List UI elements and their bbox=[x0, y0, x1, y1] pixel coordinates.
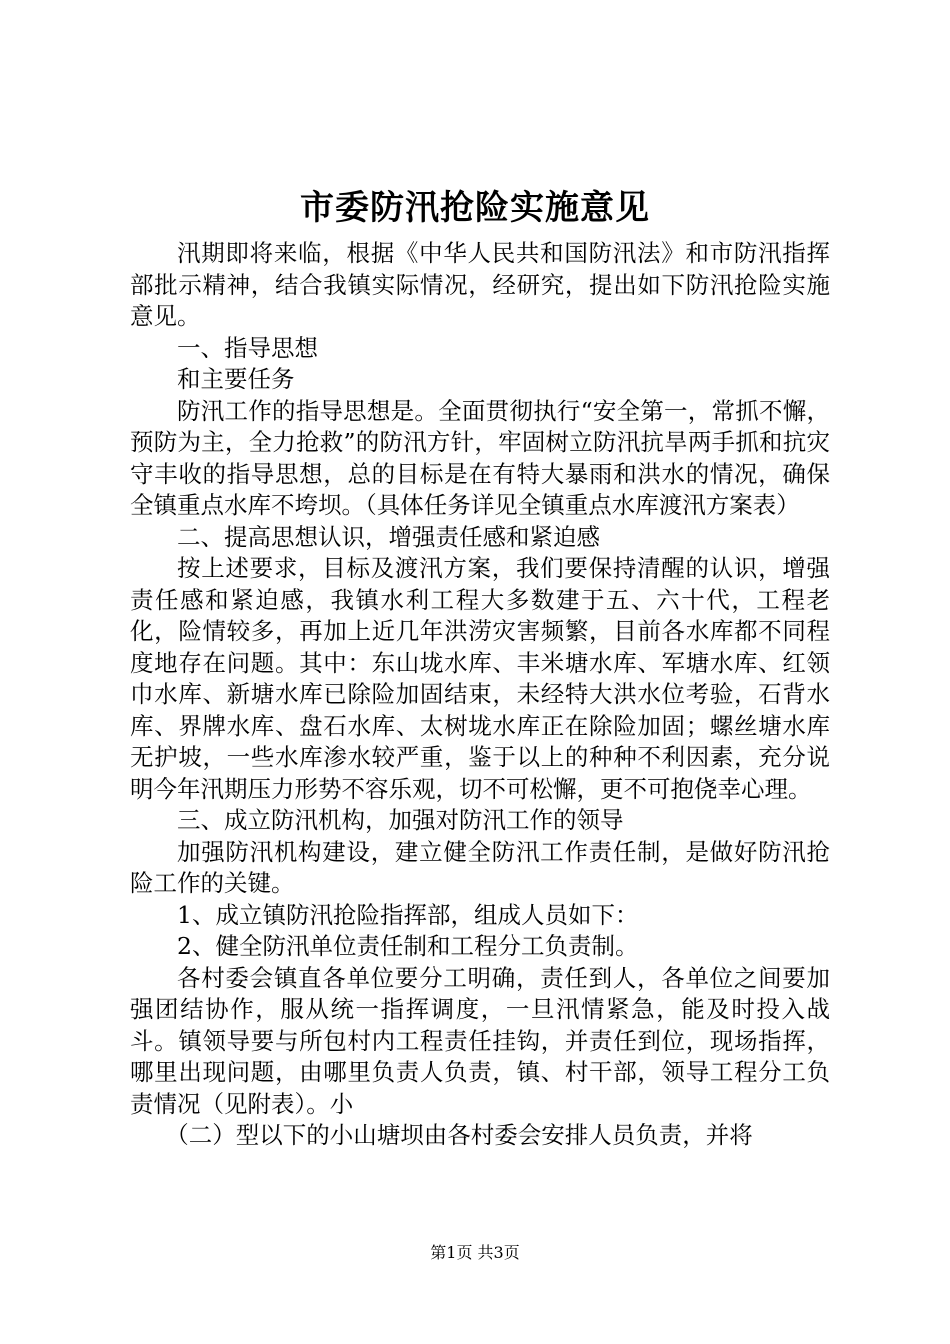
paragraph-organization: 加强防汛机构建设，建立健全防汛工作责任制，是做好防汛抢险工作的关键。 bbox=[130, 837, 830, 897]
list-item-2: 2、健全防汛单位责任制和工程分工负责制。 bbox=[177, 932, 639, 960]
paragraph-guiding-ideology: 防汛工作的指导思想是。全面贯彻执行“安全第一，常抓不懈，预防为主，全力抢救”的防汛方针，牢固树立防汛抗旱两手抓和抗灾守丰收的指导思想，总的目标是在有特大暴雨和洪水的情况，确保全镇重点水库不垮坝。（具体任务详见全镇重点水库渡汛方案表） bbox=[130, 396, 830, 519]
heading-section-3: 三、成立防汛机构，加强对防汛工作的领导 bbox=[177, 806, 624, 834]
heading-section-2: 二、提高思想认识，增强责任感和紧迫感 bbox=[177, 522, 600, 551]
paragraph-small-dams: （二）型以下的小山塘坝由各村委会安排人员负责，并将 bbox=[165, 1121, 753, 1149]
list-item-1: 1、成立镇防汛抢险指挥部，组成人员如下： bbox=[177, 900, 639, 929]
paragraph-responsibility: 各村委会镇直各单位要分工明确，责任到人，各单位之间要加强团结协作，服从统一指挥调度，一旦汛情紧急，能及时投入战斗。镇领导要与所包村内工程责任挂钩，并责任到位，现场指挥，哪里出现问题，由哪里负责人负责，镇、村干部，领导工程分工负责情况（见附表）。小 bbox=[130, 963, 830, 1118]
document-body bbox=[130, 238, 830, 1152]
paragraph-intro: 汛期即将来临，根据《中华人民共和国防汛法》和市防汛指挥部批示精神，结合我镇实际情况，经研究，提出如下防汛抢险实施意见。 bbox=[130, 239, 830, 330]
heading-section-1-continued: 和主要任务 bbox=[177, 365, 295, 393]
document-title: 市委防汛抢险实施意见 bbox=[300, 188, 650, 228]
heading-section-1: 一、指导思想 bbox=[177, 333, 318, 362]
page-number: 第1页 共3页 bbox=[430, 1243, 520, 1262]
paragraph-awareness: 按上述要求，目标及渡汛方案，我们要保持清醒的认识，增强责任感和紧迫感，我镇水利工程大多数建于五、六十代，工程老化，险情较多，再加上近几年洪涝灾害频繁，目前各水库都不同程度地存在问题。其中：东山垅水库、丰米塘水库、军塘水库、红领巾水库、新塘水库已除险加固结束，未经特大洪水位考验，石背水库、界牌水库、盘石水库、太树垅水库正在除险加固；螺丝塘水库无护坡，一些水库渗水较严重，鉴于以上的种种不利因素，充分说明今年汛期压力形势不容乐观，切不可松懈，更不可抱侥幸心理。 bbox=[130, 554, 830, 803]
